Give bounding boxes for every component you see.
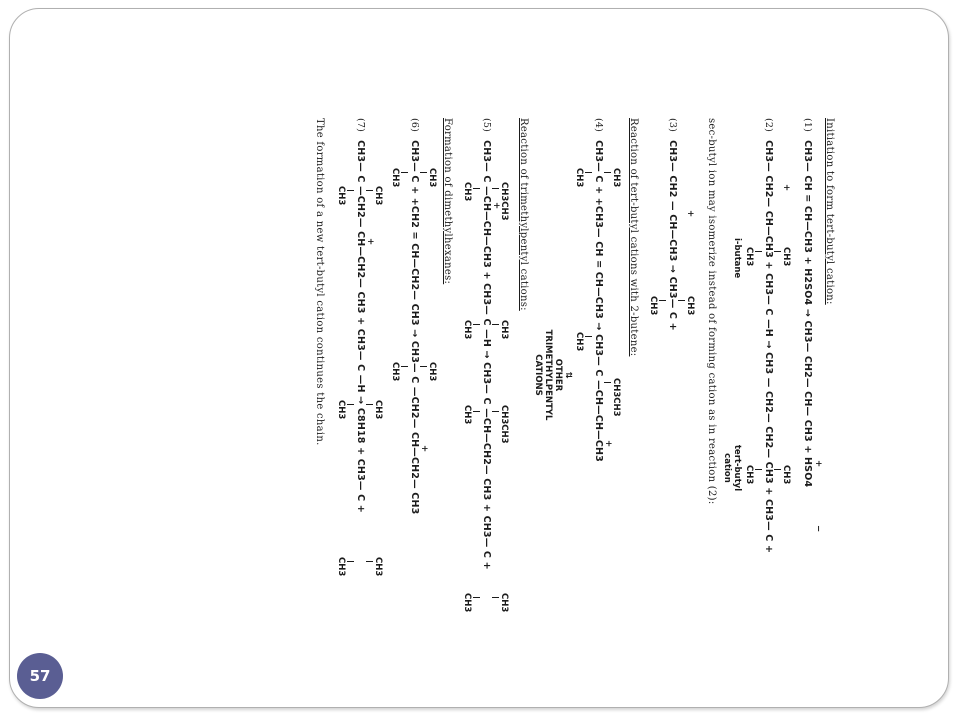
equation-7 [355, 118, 366, 513]
equation-number: (4) [593, 118, 604, 133]
section-heading-trimethylpentyl: Reaction of trimethylpentyl cations: [518, 118, 529, 311]
equilibrium-arrows: ⇅ [563, 371, 573, 379]
equation-1 [802, 118, 813, 487]
eq7-above-3: CH3 [373, 557, 383, 577]
eq7-above-1: CH3 [373, 186, 383, 206]
eq4-below-2: CH3 [574, 332, 584, 352]
eq6-charge: + [419, 445, 429, 453]
eq7-below-2: CH3 [336, 400, 346, 420]
bond-line [473, 411, 480, 412]
eq5-above-2: CH3 [499, 320, 509, 340]
equation-6 [409, 118, 420, 514]
charge-minus: − [813, 525, 823, 533]
section-heading-2-butene: Reaction of tert-butyl cations with 2-butene: [628, 118, 639, 357]
eq7-below-3: CH3 [336, 557, 346, 577]
bond-line [678, 300, 685, 301]
eq2-above-2: CH3 [781, 465, 791, 485]
bond-line [473, 324, 480, 325]
bond-line [755, 469, 762, 470]
bond-line [473, 188, 480, 189]
bond-line [366, 561, 373, 562]
equation-text: CH3— C + +CH3— CH = CH—CH3 → CH3— C —CH—CH—CH3 [593, 140, 604, 462]
bond-line [492, 324, 499, 325]
bond-line [420, 172, 427, 173]
section-heading-initiation: Initiation to form tert-butyl cation: [824, 118, 835, 305]
eq3-charge: + [685, 210, 695, 218]
bond-line [347, 561, 354, 562]
bond-line [585, 336, 592, 337]
i-butane-label: i-butane [732, 238, 742, 279]
eq7-above-2: CH3 [373, 400, 383, 420]
equation-text: CH3— C + +CH2 = CH—CH2— CH3 → CH3— C —CH2— CH—CH2— CH3 [409, 140, 420, 515]
equation-number: (2) [763, 118, 774, 133]
equation-2 [763, 118, 774, 553]
equation-text: CH3— CH2— CH—CH3 + CH3— C —H → CH3 — CH2— CH2— CH3 + CH3— C + [763, 140, 774, 554]
bond-line [755, 251, 762, 252]
equation-5 [481, 118, 492, 570]
equation-text: CH3— C —CH—CH—CH3 + CH3— C —H → CH3— C —CH—CH2— CH3 + CH3— C + [481, 140, 492, 570]
bond-line [347, 404, 354, 405]
equation-3 [667, 118, 678, 331]
bond-line [347, 190, 354, 191]
eq4-charge: + [603, 440, 613, 448]
label-line: TRIMETHYLPENTYL [543, 329, 553, 421]
eq7-below-1: CH3 [336, 186, 346, 206]
eq5-below-4: CH3 [462, 593, 472, 613]
equation-number: (3) [667, 118, 678, 133]
eq2-below-2: CH3 [744, 465, 754, 485]
bond-line [659, 300, 666, 301]
eq5-charge: + [491, 202, 501, 210]
equation-text: CH3— C —CH2— CH—CH2— CH3 + CH3— C —H → C8H18 + CH3— C + [355, 140, 366, 513]
eq3-above-1: CH3 [685, 296, 695, 316]
bond-line [774, 251, 781, 252]
label-line: OTHER [553, 358, 563, 392]
eq5-above-3: CH3CH3 [499, 405, 509, 444]
eq4-above-2: CH3CH3 [611, 378, 621, 417]
equation-4 [593, 118, 604, 462]
eq4-above-1: CH3 [611, 168, 621, 188]
eq7-charge: + [365, 238, 375, 246]
equation-text: CH3— CH = CH—CH3 + H2SO4 → CH3— CH2— CH— CH3 + HSO4 [802, 140, 813, 488]
label-line: CATIONS [533, 354, 543, 396]
section-heading-dimethylhexanes: Formation of dimethylhexanes: [442, 118, 453, 285]
bond-line [492, 597, 499, 598]
bond-line [401, 172, 408, 173]
bond-line [366, 404, 373, 405]
eq5-below-2: CH3 [462, 320, 472, 340]
eq6-below-1: CH3 [390, 168, 400, 188]
equation-number: (7) [355, 118, 366, 133]
eq6-below-2: CH3 [390, 362, 400, 382]
bond-line [366, 190, 373, 191]
other-cations-label [533, 325, 573, 425]
chain-note: The formation of a new tert-butyl cation continues the chain. [314, 118, 325, 446]
eq3-below-1: CH3 [648, 296, 658, 316]
bond-line [492, 411, 499, 412]
equation-text: CH3— CH2 — CH—CH3 → CH3— C + [667, 140, 678, 331]
eq6-above-2: CH3 [427, 362, 437, 382]
bond-line [585, 172, 592, 173]
eq6-above-1: CH3 [427, 168, 437, 188]
eq5-below-1: CH3 [462, 182, 472, 202]
bond-line [420, 366, 427, 367]
eq2-charge: + [781, 184, 791, 192]
eq2-above-1: CH3 [781, 247, 791, 267]
eq4-below-1: CH3 [574, 168, 584, 188]
equation-number: (6) [409, 118, 420, 133]
bond-line [492, 188, 499, 189]
eq5-below-3: CH3 [462, 405, 472, 425]
page-number-badge: 57 [17, 653, 63, 699]
bond-line [774, 469, 781, 470]
tert-butyl-cation-label: tert-butyl cation [722, 444, 742, 492]
bond-line [401, 366, 408, 367]
equation-number: (1) [802, 118, 813, 133]
eq2-below-1: CH3 [744, 247, 754, 267]
eq5-above-1: CH3CH3 [499, 182, 509, 221]
equation-number: (5) [481, 118, 492, 133]
scanned-reaction-page [135, 110, 835, 613]
charge-plus: + [813, 460, 823, 468]
bond-line [604, 172, 611, 173]
isomerize-note: sec-butyl ion may isomerize instead of forming cation as in reaction (2): [706, 118, 717, 505]
bond-line [604, 382, 611, 383]
eq5-above-4: CH3 [499, 593, 509, 613]
bond-line [473, 597, 480, 598]
